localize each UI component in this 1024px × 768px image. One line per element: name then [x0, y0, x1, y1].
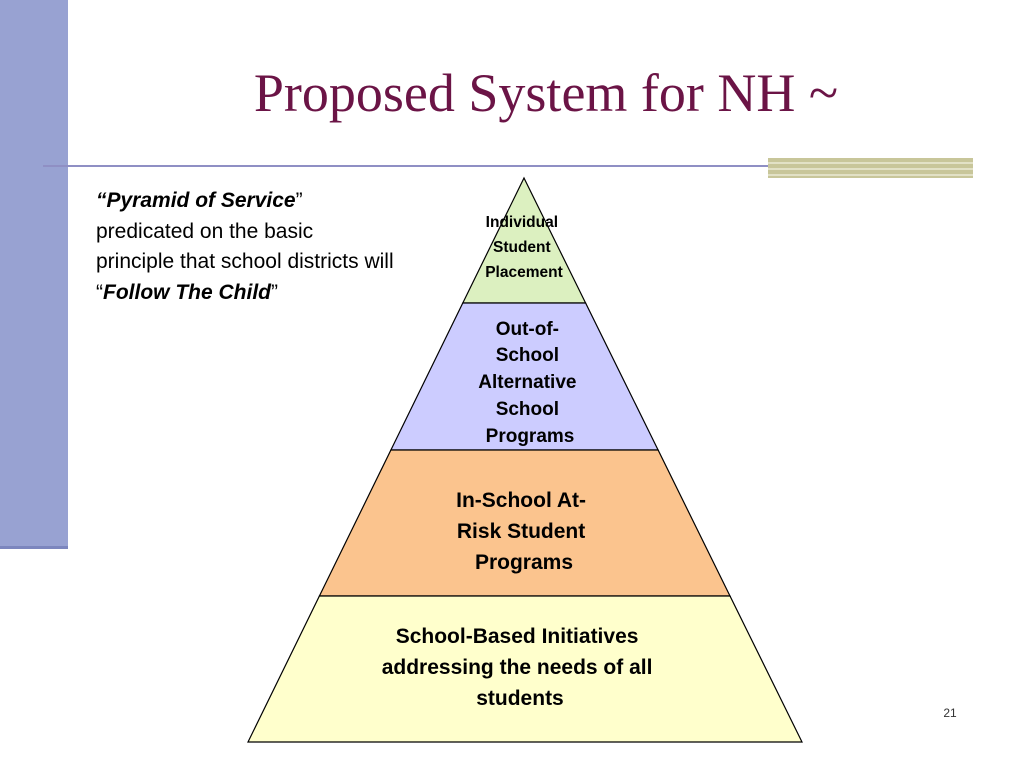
- tier-label-out-of-school-programs: Out-of- School Alternative School Programs: [478, 319, 577, 447]
- slide-number: 21: [943, 706, 957, 720]
- tier-label-school-based-initiatives: School-Based Initiatives addressing the needs of all students: [381, 625, 653, 710]
- pyramid-of-service-term: Pyramid of Service: [106, 189, 296, 212]
- slide-title: Proposed System for NH ~: [253, 63, 839, 123]
- description-middle: predicated on the basic principle that school districts will “: [96, 219, 394, 304]
- open-quote: “: [96, 189, 107, 212]
- end-quote: ”: [270, 280, 278, 304]
- follow-the-child-phrase: Follow The Child: [103, 280, 271, 304]
- close-quote: ”: [295, 189, 303, 212]
- tier-label-individual-student-placement: Individual Student Placement: [485, 214, 563, 281]
- tier-label-in-school-programs: In-School At- Risk Student Programs: [456, 489, 587, 574]
